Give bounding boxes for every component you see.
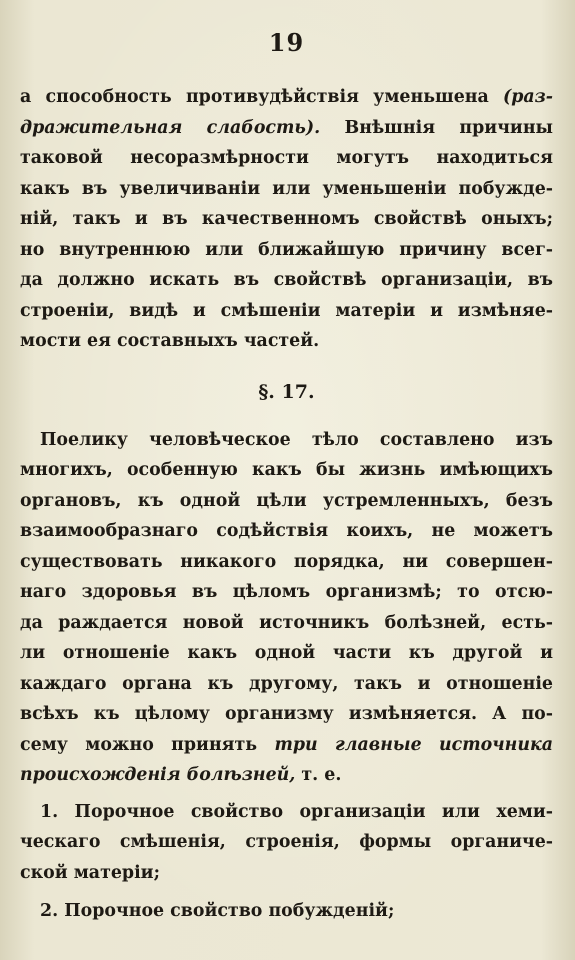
text-line (20, 425, 553, 456)
text-line (20, 82, 553, 113)
list-item-line (20, 797, 553, 828)
paragraph-1 (20, 82, 553, 357)
list-item-line (20, 827, 553, 858)
text-line (20, 265, 553, 296)
text-line (20, 296, 553, 327)
text-run: всѣхъ къ цѣлому организму измѣняется. А по- (20, 704, 553, 724)
text-line (20, 235, 553, 266)
text-line (20, 516, 553, 547)
text-line (20, 143, 553, 174)
italic-text: дражительная слабость). (20, 117, 321, 138)
text-run: Поелику человѣческое тѣло составлено изъ (40, 429, 553, 450)
text-line (20, 577, 553, 608)
page-number: 19 (268, 28, 305, 57)
text-run: наго здоровья въ цѣломъ организмѣ; то отсю- (20, 582, 553, 602)
text-run: т. е. (295, 765, 342, 785)
text-run: да раждается новой источникъ болѣзней, есть- (20, 612, 553, 633)
text-run: ли отношеніе какъ одной части къ другой и (20, 643, 553, 663)
text-run: но внутреннюю или ближайшую причину всег- (20, 239, 553, 260)
text-run: 2. Порочное свойство побужденій; (40, 901, 395, 921)
list-item (20, 896, 553, 927)
text-line (20, 699, 553, 730)
text-run: да должно искать въ свойствѣ организаціи, въ (20, 270, 553, 290)
text-line (20, 486, 553, 517)
text-run: ской матеріи; (20, 862, 160, 883)
text-line (20, 638, 553, 669)
text-line (20, 455, 553, 486)
text-run: мости ея составныхъ частей. (20, 331, 320, 351)
text-line (20, 760, 553, 791)
text-run: сему можно принять (20, 734, 275, 755)
text-line (20, 608, 553, 639)
text-line (20, 326, 553, 357)
text-run: ческаго смѣшенія, строенія, формы органиче- (20, 832, 553, 852)
list-item (20, 797, 553, 889)
text-line (20, 113, 553, 144)
list-item-line (20, 896, 553, 927)
text-line (20, 204, 553, 235)
text-run: ній, такъ и въ качественномъ свойствѣ оныхъ; (20, 209, 553, 229)
italic-text: происхожденія болѣзней, (20, 765, 296, 785)
paragraph-2 (20, 425, 553, 791)
list-item-line (20, 858, 553, 889)
text-run: таковой несоразмѣрности могутъ находиться (20, 148, 553, 168)
text-run: строеніи, видѣ и смѣшеніи матеріи и измѣняе- (20, 300, 553, 321)
text-run: Внѣшнія причины (320, 117, 553, 138)
text-run: а способность противудѣйствія уменьшена (20, 87, 504, 107)
text-run: 1. Порочное свойство организаціи или хеми- (40, 801, 553, 822)
text-run: взаимообразнаго содѣйствія коихъ, не можетъ (20, 521, 553, 541)
text-run: органовъ, къ одной цѣли устремленныхъ, безъ (20, 490, 553, 511)
numbered-list (20, 797, 553, 927)
text-line (20, 730, 553, 761)
italic-text: (раз- (503, 87, 553, 107)
text-run: каждаго органа къ другому, такъ и отношеніе (20, 673, 553, 694)
text-run: существовать никакого порядка, ни совершен- (20, 551, 553, 572)
text-line (20, 547, 553, 578)
section-heading: §. 17. (258, 380, 315, 403)
text-run: какъ въ увеличиваніи или уменьшеніи побужде- (20, 178, 553, 199)
text-line (20, 174, 553, 205)
text-line (20, 669, 553, 700)
italic-text: три главные источника (274, 734, 553, 755)
text-run: многихъ, особенную какъ бы жизнь имѣющихъ (20, 460, 553, 480)
